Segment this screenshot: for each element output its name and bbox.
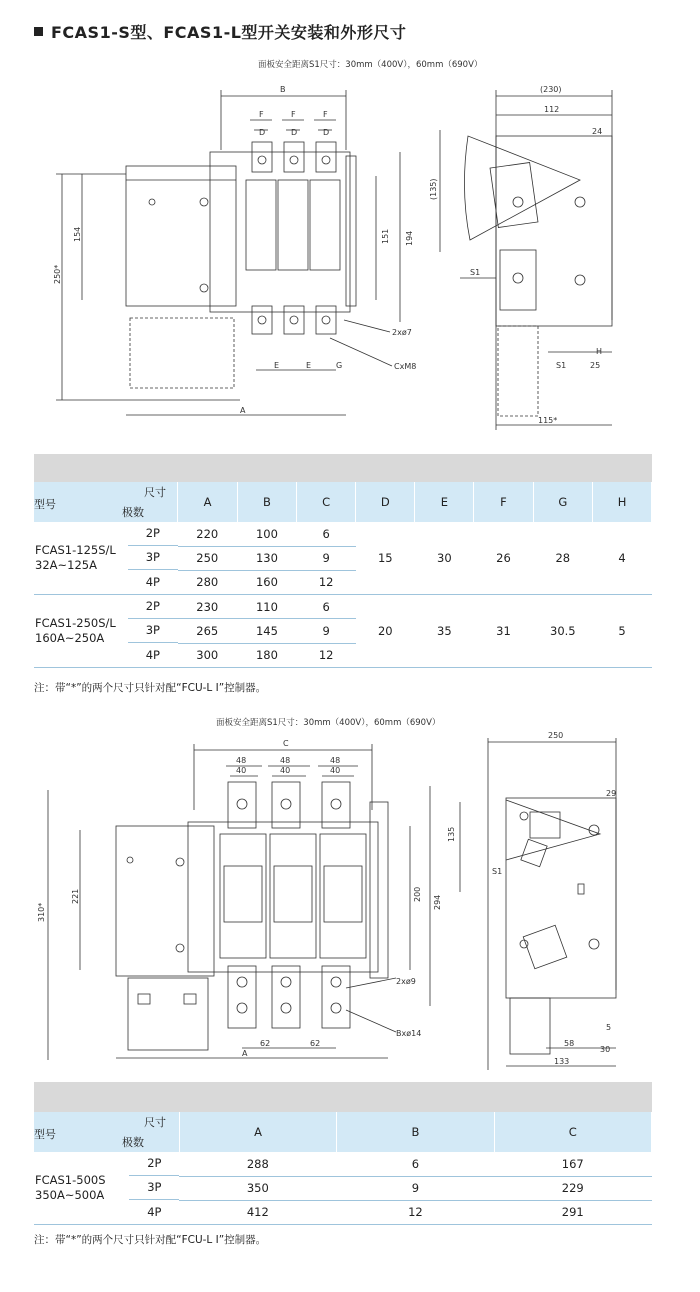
table1-corner bbox=[34, 482, 178, 522]
bullet-square-icon bbox=[34, 27, 43, 36]
cell-G: 30.5 bbox=[533, 595, 593, 668]
dim-E1: E bbox=[274, 361, 280, 370]
col-B: B bbox=[237, 482, 296, 522]
dim-115: 115* bbox=[538, 416, 558, 425]
dim-154: 154 bbox=[73, 226, 82, 242]
dim-B: B bbox=[280, 85, 286, 94]
table1-top-band bbox=[34, 454, 652, 482]
model-cell bbox=[34, 1152, 179, 1225]
cell-A: 230 bbox=[178, 595, 237, 619]
cell-C: 6 bbox=[297, 522, 356, 546]
table2-corner bbox=[34, 1112, 179, 1152]
dim-25: 25 bbox=[590, 361, 601, 370]
pole: 3P bbox=[129, 1176, 179, 1200]
dim-24: 24 bbox=[592, 127, 603, 136]
drawing-fcas1-500 bbox=[0, 730, 700, 1070]
dim-5: 5 bbox=[606, 1023, 612, 1032]
cell-C: 12 bbox=[297, 570, 356, 594]
model-range: 350A~500A bbox=[35, 1188, 105, 1202]
cell-E: 30 bbox=[415, 522, 474, 595]
header-size: 尺寸 bbox=[144, 486, 166, 499]
cell-B: 12 bbox=[337, 1200, 494, 1224]
table2-top-band bbox=[34, 1082, 652, 1112]
dim-29: 29 bbox=[606, 789, 617, 798]
dim-D2: D bbox=[291, 128, 298, 137]
page-title bbox=[34, 20, 406, 43]
pole: 4P bbox=[145, 575, 160, 589]
dim-194: 194 bbox=[405, 230, 414, 246]
dim-F1: F bbox=[259, 110, 264, 119]
table2-header bbox=[34, 1112, 652, 1152]
cell-H: 5 bbox=[593, 595, 652, 668]
dim-bolt: CxM8 bbox=[394, 362, 417, 371]
cell-C: 167 bbox=[494, 1152, 651, 1176]
cell-B: 6 bbox=[337, 1152, 494, 1176]
cell-F: 26 bbox=[474, 522, 533, 595]
pole: 4P bbox=[145, 648, 160, 662]
dim-62b: 62 bbox=[310, 1039, 321, 1048]
dim-135b: 135 bbox=[447, 826, 456, 842]
dim-G: G bbox=[336, 361, 343, 370]
table-row bbox=[34, 595, 652, 619]
col-C: C bbox=[494, 1112, 651, 1152]
footnote-1: 注：带“*”的两个尺寸只针对配“FCU-L I”控制器。 bbox=[34, 682, 267, 694]
model-name: FCAS1-500S bbox=[35, 1173, 106, 1187]
model-desc bbox=[34, 1152, 129, 1224]
pole: 2P bbox=[128, 522, 178, 546]
dim-D1: D bbox=[259, 128, 266, 137]
header-poles: 极数 bbox=[122, 1136, 144, 1149]
spec-table-2 bbox=[34, 1112, 652, 1225]
dim-48c: 48 bbox=[330, 756, 341, 765]
col-F: F bbox=[474, 482, 533, 522]
cell-D: 20 bbox=[356, 595, 415, 668]
cell-A: 288 bbox=[179, 1152, 336, 1176]
model-name: FCAS1-250S/L bbox=[35, 616, 116, 630]
footnote-2: 注：带“*”的两个尺寸只针对配“FCU-L I”控制器。 bbox=[34, 1234, 267, 1246]
dim-E2: E bbox=[306, 361, 312, 370]
dim-40a: 40 bbox=[236, 766, 247, 775]
dim-30: 30 bbox=[600, 1045, 611, 1054]
cell-C: 6 bbox=[297, 595, 356, 619]
dim-48a: 48 bbox=[236, 756, 247, 765]
col-C: C bbox=[297, 482, 356, 522]
pole: 4P bbox=[147, 1205, 162, 1219]
dim-48b: 48 bbox=[280, 756, 291, 765]
cell-B: 180 bbox=[237, 643, 296, 667]
cell-F: 31 bbox=[474, 595, 533, 668]
cell-C: 229 bbox=[494, 1176, 651, 1200]
cell-B: 9 bbox=[337, 1176, 494, 1200]
model-desc bbox=[34, 522, 128, 594]
diag-box bbox=[34, 482, 177, 522]
dim-230: (230) bbox=[540, 85, 562, 94]
cell-B: 145 bbox=[237, 619, 296, 643]
dim-135: (135) bbox=[429, 178, 438, 200]
cell-C: 291 bbox=[494, 1200, 651, 1224]
model-range: 160A~250A bbox=[35, 631, 105, 645]
header-model: 型号 bbox=[34, 1128, 56, 1141]
header-size: 尺寸 bbox=[144, 1116, 166, 1129]
model-name: FCAS1-125S/L bbox=[35, 543, 116, 557]
cell-H: 4 bbox=[593, 522, 652, 595]
cell-A: 280 bbox=[178, 570, 237, 594]
cell-D: 15 bbox=[356, 522, 415, 595]
cell-C: 9 bbox=[297, 546, 356, 570]
dim-62a: 62 bbox=[260, 1039, 271, 1048]
dim-S1: S1 bbox=[470, 268, 481, 277]
dim-hole: 2xø7 bbox=[392, 328, 412, 337]
dim-112: 112 bbox=[544, 105, 560, 114]
dim-40c: 40 bbox=[330, 766, 341, 775]
dim-310: 310* bbox=[37, 902, 46, 922]
dim-200: 200 bbox=[413, 886, 422, 902]
cell-A: 300 bbox=[178, 643, 237, 667]
cell-B: 130 bbox=[237, 546, 296, 570]
col-H: H bbox=[593, 482, 652, 522]
dim-bolt2: Bxø14 bbox=[396, 1029, 422, 1038]
cell-E: 35 bbox=[415, 595, 474, 668]
col-D: D bbox=[356, 482, 415, 522]
cell-C: 12 bbox=[297, 643, 356, 667]
pole-stack bbox=[128, 522, 178, 594]
header-poles: 极数 bbox=[122, 506, 144, 519]
header-model: 型号 bbox=[34, 498, 56, 511]
dim-250w: 250 bbox=[548, 731, 564, 740]
dim-133: 133 bbox=[554, 1057, 570, 1066]
cell-A: 412 bbox=[179, 1200, 336, 1224]
model-desc bbox=[34, 595, 128, 667]
dim-D3: D bbox=[323, 128, 330, 137]
cell-B: 100 bbox=[237, 522, 296, 546]
dim-S1-2: S1 bbox=[492, 867, 503, 876]
pole: 3P bbox=[128, 619, 178, 643]
cell-C: 9 bbox=[297, 619, 356, 643]
col-B: B bbox=[337, 1112, 494, 1152]
clearance-note-2: 面板安全距离S1尺寸：30mm（400V），60mm（690V） bbox=[216, 718, 441, 728]
dim-151: 151 bbox=[381, 228, 390, 244]
pole: 3P bbox=[128, 546, 178, 570]
cell-A: 350 bbox=[179, 1176, 336, 1200]
model-cell bbox=[34, 522, 178, 595]
diag-box bbox=[34, 1112, 179, 1152]
spec-table-1 bbox=[34, 482, 652, 668]
dim-F3: F bbox=[323, 110, 328, 119]
cell-B: 160 bbox=[237, 570, 296, 594]
dim-C: C bbox=[283, 739, 289, 748]
col-E: E bbox=[415, 482, 474, 522]
dim-F2: F bbox=[291, 110, 296, 119]
dim-hole2: 2xø9 bbox=[396, 977, 416, 986]
table-row bbox=[34, 1152, 652, 1176]
dim-H: H bbox=[596, 347, 603, 356]
cell-B: 110 bbox=[237, 595, 296, 619]
clearance-note-1: 面板安全距离S1尺寸：30mm（400V），60mm（690V） bbox=[258, 60, 483, 70]
cell-A: 265 bbox=[178, 619, 237, 643]
table-row bbox=[34, 522, 652, 546]
col-A: A bbox=[179, 1112, 336, 1152]
dim-250: 250* bbox=[53, 264, 62, 284]
pole-stack bbox=[128, 595, 178, 667]
pole-stack bbox=[129, 1152, 179, 1224]
dim-294: 294 bbox=[433, 894, 442, 910]
cell-A: 250 bbox=[178, 546, 237, 570]
table1-header bbox=[34, 482, 652, 522]
cell-A: 220 bbox=[178, 522, 237, 546]
dim-S1b: S1 bbox=[556, 361, 567, 370]
dim-A2: A bbox=[242, 1049, 248, 1058]
dim-58: 58 bbox=[564, 1039, 575, 1048]
drawing-fcas1-125-250 bbox=[0, 70, 700, 440]
dim-A: A bbox=[240, 406, 246, 415]
model-range: 32A~125A bbox=[35, 558, 97, 572]
dim-221: 221 bbox=[71, 888, 80, 904]
page-title-text: FCAS1-S型、FCAS1-L型开关安装和外形尺寸 bbox=[51, 23, 407, 42]
pole: 2P bbox=[129, 1152, 179, 1176]
dim-40b: 40 bbox=[280, 766, 291, 775]
col-A: A bbox=[178, 482, 237, 522]
pole: 2P bbox=[128, 595, 178, 619]
model-cell bbox=[34, 595, 178, 668]
cell-G: 28 bbox=[533, 522, 593, 595]
col-G: G bbox=[533, 482, 593, 522]
